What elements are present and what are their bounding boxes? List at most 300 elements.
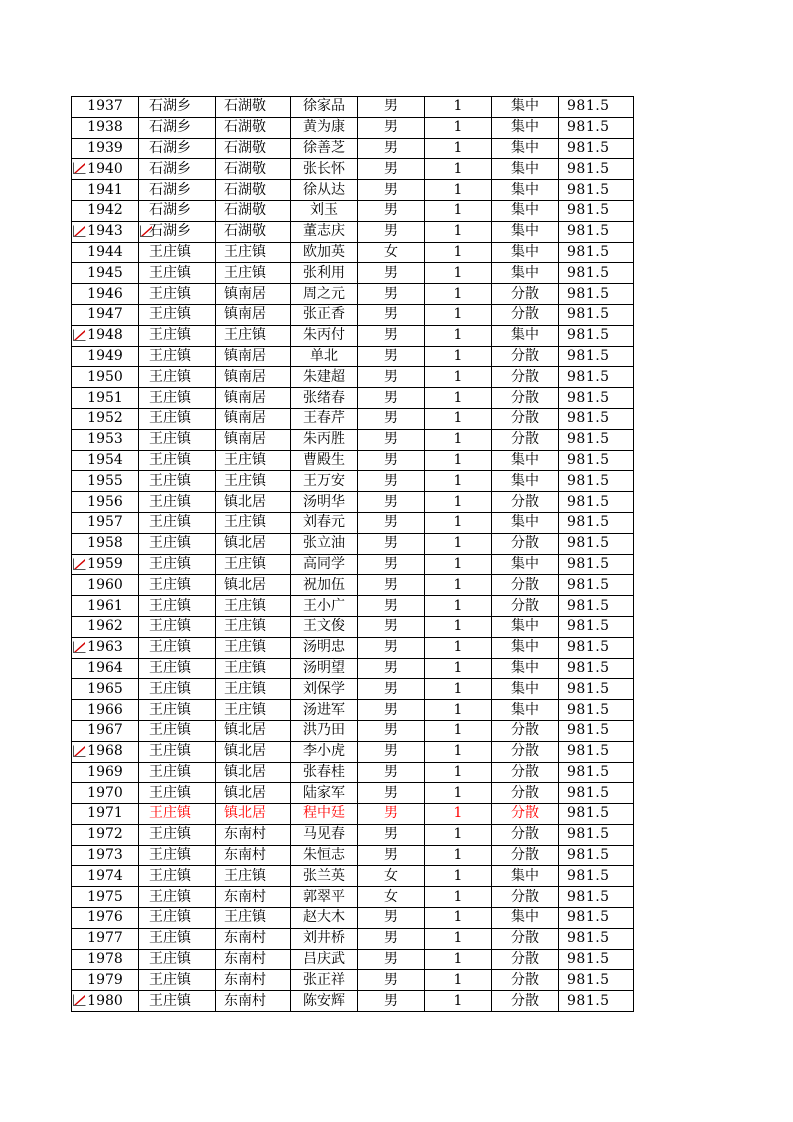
record-id-cell[interactable] — [72, 450, 139, 471]
name-cell[interactable] — [291, 700, 358, 721]
comment-indicator-icon[interactable] — [73, 162, 86, 174]
record-id-cell[interactable] — [72, 200, 139, 221]
count-cell[interactable] — [425, 97, 492, 118]
record-id-cell[interactable] — [72, 367, 139, 388]
town-cell[interactable] — [139, 450, 216, 471]
record-id-cell[interactable] — [72, 908, 139, 929]
support-mode-cell[interactable] — [492, 679, 559, 700]
sex-cell[interactable] — [358, 720, 425, 741]
village-cell[interactable] — [216, 887, 291, 908]
support-mode-cell[interactable] — [492, 408, 559, 429]
amount-cell[interactable] — [559, 450, 634, 471]
name-cell[interactable] — [291, 804, 358, 825]
amount-cell[interactable] — [559, 408, 634, 429]
town-cell[interactable] — [139, 762, 216, 783]
name-cell[interactable] — [291, 554, 358, 575]
record-id-cell[interactable] — [72, 284, 139, 305]
count-cell[interactable] — [425, 866, 492, 887]
count-cell[interactable] — [425, 991, 492, 1012]
count-cell[interactable] — [425, 346, 492, 367]
amount-cell[interactable] — [559, 242, 634, 263]
count-cell[interactable] — [425, 928, 492, 949]
town-cell[interactable] — [139, 658, 216, 679]
record-id-cell[interactable] — [72, 824, 139, 845]
count-cell[interactable] — [425, 554, 492, 575]
support-mode-cell[interactable] — [492, 242, 559, 263]
town-cell[interactable] — [139, 845, 216, 866]
name-cell[interactable] — [291, 658, 358, 679]
sex-cell[interactable] — [358, 596, 425, 617]
village-cell[interactable] — [216, 741, 291, 762]
count-cell[interactable] — [425, 159, 492, 180]
record-id-cell[interactable] — [72, 512, 139, 533]
count-cell[interactable] — [425, 908, 492, 929]
amount-cell[interactable] — [559, 388, 634, 409]
town-cell[interactable] — [139, 221, 216, 242]
name-cell[interactable] — [291, 908, 358, 929]
name-cell[interactable] — [291, 450, 358, 471]
amount-cell[interactable] — [559, 887, 634, 908]
amount-cell[interactable] — [559, 679, 634, 700]
name-cell[interactable] — [291, 533, 358, 554]
name-cell[interactable] — [291, 325, 358, 346]
support-mode-cell[interactable] — [492, 221, 559, 242]
count-cell[interactable] — [425, 741, 492, 762]
name-cell[interactable] — [291, 991, 358, 1012]
name-cell[interactable] — [291, 346, 358, 367]
record-id-cell[interactable] — [72, 700, 139, 721]
count-cell[interactable] — [425, 845, 492, 866]
support-mode-cell[interactable] — [492, 367, 559, 388]
town-cell[interactable] — [139, 97, 216, 118]
record-id-cell[interactable] — [72, 388, 139, 409]
sex-cell[interactable] — [358, 429, 425, 450]
name-cell[interactable] — [291, 200, 358, 221]
record-id-cell[interactable] — [72, 554, 139, 575]
sex-cell[interactable] — [358, 346, 425, 367]
amount-cell[interactable] — [559, 928, 634, 949]
count-cell[interactable] — [425, 533, 492, 554]
amount-cell[interactable] — [559, 138, 634, 159]
amount-cell[interactable] — [559, 970, 634, 991]
count-cell[interactable] — [425, 970, 492, 991]
count-cell[interactable] — [425, 304, 492, 325]
support-mode-cell[interactable] — [492, 845, 559, 866]
count-cell[interactable] — [425, 596, 492, 617]
name-cell[interactable] — [291, 575, 358, 596]
support-mode-cell[interactable] — [492, 887, 559, 908]
town-cell[interactable] — [139, 533, 216, 554]
record-id-cell[interactable] — [72, 991, 139, 1012]
amount-cell[interactable] — [559, 346, 634, 367]
town-cell[interactable] — [139, 180, 216, 201]
name-cell[interactable] — [291, 492, 358, 513]
village-cell[interactable] — [216, 492, 291, 513]
count-cell[interactable] — [425, 242, 492, 263]
name-cell[interactable] — [291, 304, 358, 325]
sex-cell[interactable] — [358, 471, 425, 492]
record-id-cell[interactable] — [72, 159, 139, 180]
sex-cell[interactable] — [358, 450, 425, 471]
town-cell[interactable] — [139, 616, 216, 637]
count-cell[interactable] — [425, 388, 492, 409]
amount-cell[interactable] — [559, 741, 634, 762]
town-cell[interactable] — [139, 887, 216, 908]
record-id-cell[interactable] — [72, 408, 139, 429]
comment-indicator-icon[interactable] — [73, 225, 86, 237]
count-cell[interactable] — [425, 616, 492, 637]
support-mode-cell[interactable] — [492, 970, 559, 991]
count-cell[interactable] — [425, 200, 492, 221]
village-cell[interactable] — [216, 845, 291, 866]
support-mode-cell[interactable] — [492, 804, 559, 825]
support-mode-cell[interactable] — [492, 596, 559, 617]
count-cell[interactable] — [425, 492, 492, 513]
amount-cell[interactable] — [559, 700, 634, 721]
name-cell[interactable] — [291, 429, 358, 450]
amount-cell[interactable] — [559, 200, 634, 221]
count-cell[interactable] — [425, 138, 492, 159]
name-cell[interactable] — [291, 824, 358, 845]
amount-cell[interactable] — [559, 824, 634, 845]
record-id-cell[interactable] — [72, 429, 139, 450]
village-cell[interactable] — [216, 949, 291, 970]
record-id-cell[interactable] — [72, 804, 139, 825]
record-id-cell[interactable] — [72, 949, 139, 970]
record-id-cell[interactable] — [72, 492, 139, 513]
village-cell[interactable] — [216, 138, 291, 159]
town-cell[interactable] — [139, 346, 216, 367]
village-cell[interactable] — [216, 783, 291, 804]
village-cell[interactable] — [216, 596, 291, 617]
town-cell[interactable] — [139, 928, 216, 949]
town-cell[interactable] — [139, 388, 216, 409]
sex-cell[interactable] — [358, 637, 425, 658]
town-cell[interactable] — [139, 325, 216, 346]
name-cell[interactable] — [291, 221, 358, 242]
sex-cell[interactable] — [358, 284, 425, 305]
count-cell[interactable] — [425, 679, 492, 700]
town-cell[interactable] — [139, 554, 216, 575]
amount-cell[interactable] — [559, 804, 634, 825]
sex-cell[interactable] — [358, 679, 425, 700]
support-mode-cell[interactable] — [492, 492, 559, 513]
record-id-cell[interactable] — [72, 762, 139, 783]
record-id-cell[interactable] — [72, 263, 139, 284]
sex-cell[interactable] — [358, 866, 425, 887]
amount-cell[interactable] — [559, 783, 634, 804]
count-cell[interactable] — [425, 887, 492, 908]
town-cell[interactable] — [139, 575, 216, 596]
village-cell[interactable] — [216, 512, 291, 533]
amount-cell[interactable] — [559, 596, 634, 617]
amount-cell[interactable] — [559, 866, 634, 887]
name-cell[interactable] — [291, 928, 358, 949]
comment-indicator-icon[interactable] — [73, 558, 86, 570]
support-mode-cell[interactable] — [492, 762, 559, 783]
comment-indicator-icon[interactable] — [73, 329, 86, 341]
village-cell[interactable] — [216, 616, 291, 637]
sex-cell[interactable] — [358, 325, 425, 346]
sex-cell[interactable] — [358, 263, 425, 284]
sex-cell[interactable] — [358, 242, 425, 263]
amount-cell[interactable] — [559, 845, 634, 866]
support-mode-cell[interactable] — [492, 824, 559, 845]
village-cell[interactable] — [216, 554, 291, 575]
village-cell[interactable] — [216, 637, 291, 658]
village-cell[interactable] — [216, 866, 291, 887]
sex-cell[interactable] — [358, 554, 425, 575]
count-cell[interactable] — [425, 575, 492, 596]
count-cell[interactable] — [425, 325, 492, 346]
name-cell[interactable] — [291, 242, 358, 263]
village-cell[interactable] — [216, 97, 291, 118]
record-id-cell[interactable] — [72, 138, 139, 159]
sex-cell[interactable] — [358, 783, 425, 804]
amount-cell[interactable] — [559, 471, 634, 492]
village-cell[interactable] — [216, 221, 291, 242]
village-cell[interactable] — [216, 970, 291, 991]
amount-cell[interactable] — [559, 949, 634, 970]
count-cell[interactable] — [425, 949, 492, 970]
name-cell[interactable] — [291, 512, 358, 533]
name-cell[interactable] — [291, 97, 358, 118]
support-mode-cell[interactable] — [492, 783, 559, 804]
town-cell[interactable] — [139, 408, 216, 429]
name-cell[interactable] — [291, 637, 358, 658]
record-id-cell[interactable] — [72, 887, 139, 908]
name-cell[interactable] — [291, 159, 358, 180]
comment-indicator-icon[interactable] — [140, 225, 153, 237]
town-cell[interactable] — [139, 741, 216, 762]
town-cell[interactable] — [139, 866, 216, 887]
sex-cell[interactable] — [358, 512, 425, 533]
support-mode-cell[interactable] — [492, 429, 559, 450]
record-id-cell[interactable] — [72, 242, 139, 263]
support-mode-cell[interactable] — [492, 180, 559, 201]
count-cell[interactable] — [425, 367, 492, 388]
record-id-cell[interactable] — [72, 928, 139, 949]
town-cell[interactable] — [139, 700, 216, 721]
sex-cell[interactable] — [358, 180, 425, 201]
name-cell[interactable] — [291, 263, 358, 284]
sex-cell[interactable] — [358, 762, 425, 783]
count-cell[interactable] — [425, 221, 492, 242]
support-mode-cell[interactable] — [492, 284, 559, 305]
sex-cell[interactable] — [358, 887, 425, 908]
record-id-cell[interactable] — [72, 679, 139, 700]
village-cell[interactable] — [216, 284, 291, 305]
sex-cell[interactable] — [358, 138, 425, 159]
amount-cell[interactable] — [559, 575, 634, 596]
support-mode-cell[interactable] — [492, 866, 559, 887]
record-id-cell[interactable] — [72, 325, 139, 346]
support-mode-cell[interactable] — [492, 117, 559, 138]
name-cell[interactable] — [291, 679, 358, 700]
support-mode-cell[interactable] — [492, 346, 559, 367]
amount-cell[interactable] — [559, 117, 634, 138]
name-cell[interactable] — [291, 616, 358, 637]
town-cell[interactable] — [139, 304, 216, 325]
record-id-cell[interactable] — [72, 97, 139, 118]
name-cell[interactable] — [291, 596, 358, 617]
record-id-cell[interactable] — [72, 471, 139, 492]
count-cell[interactable] — [425, 450, 492, 471]
town-cell[interactable] — [139, 679, 216, 700]
village-cell[interactable] — [216, 159, 291, 180]
amount-cell[interactable] — [559, 429, 634, 450]
support-mode-cell[interactable] — [492, 700, 559, 721]
town-cell[interactable] — [139, 263, 216, 284]
support-mode-cell[interactable] — [492, 200, 559, 221]
support-mode-cell[interactable] — [492, 991, 559, 1012]
sex-cell[interactable] — [358, 575, 425, 596]
support-mode-cell[interactable] — [492, 471, 559, 492]
town-cell[interactable] — [139, 804, 216, 825]
record-id-cell[interactable] — [72, 970, 139, 991]
support-mode-cell[interactable] — [492, 575, 559, 596]
town-cell[interactable] — [139, 242, 216, 263]
count-cell[interactable] — [425, 408, 492, 429]
village-cell[interactable] — [216, 117, 291, 138]
count-cell[interactable] — [425, 637, 492, 658]
support-mode-cell[interactable] — [492, 512, 559, 533]
village-cell[interactable] — [216, 450, 291, 471]
count-cell[interactable] — [425, 824, 492, 845]
count-cell[interactable] — [425, 804, 492, 825]
count-cell[interactable] — [425, 263, 492, 284]
amount-cell[interactable] — [559, 616, 634, 637]
town-cell[interactable] — [139, 512, 216, 533]
town-cell[interactable] — [139, 596, 216, 617]
sex-cell[interactable] — [358, 388, 425, 409]
record-id-cell[interactable] — [72, 575, 139, 596]
sex-cell[interactable] — [358, 117, 425, 138]
count-cell[interactable] — [425, 762, 492, 783]
sex-cell[interactable] — [358, 616, 425, 637]
count-cell[interactable] — [425, 471, 492, 492]
count-cell[interactable] — [425, 512, 492, 533]
count-cell[interactable] — [425, 180, 492, 201]
amount-cell[interactable] — [559, 512, 634, 533]
village-cell[interactable] — [216, 658, 291, 679]
name-cell[interactable] — [291, 138, 358, 159]
town-cell[interactable] — [139, 200, 216, 221]
village-cell[interactable] — [216, 429, 291, 450]
village-cell[interactable] — [216, 991, 291, 1012]
support-mode-cell[interactable] — [492, 658, 559, 679]
sex-cell[interactable] — [358, 741, 425, 762]
amount-cell[interactable] — [559, 284, 634, 305]
town-cell[interactable] — [139, 159, 216, 180]
name-cell[interactable] — [291, 284, 358, 305]
support-mode-cell[interactable] — [492, 533, 559, 554]
amount-cell[interactable] — [559, 159, 634, 180]
name-cell[interactable] — [291, 367, 358, 388]
town-cell[interactable] — [139, 117, 216, 138]
town-cell[interactable] — [139, 970, 216, 991]
support-mode-cell[interactable] — [492, 304, 559, 325]
sex-cell[interactable] — [358, 367, 425, 388]
count-cell[interactable] — [425, 720, 492, 741]
sex-cell[interactable] — [358, 804, 425, 825]
record-id-cell[interactable] — [72, 720, 139, 741]
amount-cell[interactable] — [559, 637, 634, 658]
sex-cell[interactable] — [358, 304, 425, 325]
sex-cell[interactable] — [358, 949, 425, 970]
sex-cell[interactable] — [358, 492, 425, 513]
support-mode-cell[interactable] — [492, 325, 559, 346]
count-cell[interactable] — [425, 429, 492, 450]
sex-cell[interactable] — [358, 200, 425, 221]
name-cell[interactable] — [291, 866, 358, 887]
amount-cell[interactable] — [559, 720, 634, 741]
town-cell[interactable] — [139, 429, 216, 450]
town-cell[interactable] — [139, 824, 216, 845]
village-cell[interactable] — [216, 367, 291, 388]
amount-cell[interactable] — [559, 263, 634, 284]
support-mode-cell[interactable] — [492, 159, 559, 180]
count-cell[interactable] — [425, 658, 492, 679]
comment-indicator-icon[interactable] — [73, 641, 86, 653]
amount-cell[interactable] — [559, 991, 634, 1012]
record-id-cell[interactable] — [72, 866, 139, 887]
support-mode-cell[interactable] — [492, 97, 559, 118]
amount-cell[interactable] — [559, 762, 634, 783]
record-id-cell[interactable] — [72, 637, 139, 658]
town-cell[interactable] — [139, 284, 216, 305]
name-cell[interactable] — [291, 471, 358, 492]
village-cell[interactable] — [216, 242, 291, 263]
record-id-cell[interactable] — [72, 180, 139, 201]
record-id-cell[interactable] — [72, 346, 139, 367]
name-cell[interactable] — [291, 408, 358, 429]
village-cell[interactable] — [216, 804, 291, 825]
support-mode-cell[interactable] — [492, 616, 559, 637]
support-mode-cell[interactable] — [492, 263, 559, 284]
amount-cell[interactable] — [559, 180, 634, 201]
name-cell[interactable] — [291, 783, 358, 804]
town-cell[interactable] — [139, 720, 216, 741]
sex-cell[interactable] — [358, 700, 425, 721]
town-cell[interactable] — [139, 783, 216, 804]
village-cell[interactable] — [216, 720, 291, 741]
record-id-cell[interactable] — [72, 596, 139, 617]
name-cell[interactable] — [291, 949, 358, 970]
sex-cell[interactable] — [358, 533, 425, 554]
village-cell[interactable] — [216, 304, 291, 325]
name-cell[interactable] — [291, 970, 358, 991]
amount-cell[interactable] — [559, 554, 634, 575]
name-cell[interactable] — [291, 180, 358, 201]
support-mode-cell[interactable] — [492, 928, 559, 949]
village-cell[interactable] — [216, 263, 291, 284]
count-cell[interactable] — [425, 700, 492, 721]
count-cell[interactable] — [425, 117, 492, 138]
record-id-cell[interactable] — [72, 783, 139, 804]
name-cell[interactable] — [291, 741, 358, 762]
record-id-cell[interactable] — [72, 658, 139, 679]
village-cell[interactable] — [216, 908, 291, 929]
sex-cell[interactable] — [358, 658, 425, 679]
town-cell[interactable] — [139, 637, 216, 658]
support-mode-cell[interactable] — [492, 908, 559, 929]
comment-indicator-icon[interactable] — [73, 745, 86, 757]
village-cell[interactable] — [216, 346, 291, 367]
support-mode-cell[interactable] — [492, 637, 559, 658]
village-cell[interactable] — [216, 325, 291, 346]
amount-cell[interactable] — [559, 658, 634, 679]
